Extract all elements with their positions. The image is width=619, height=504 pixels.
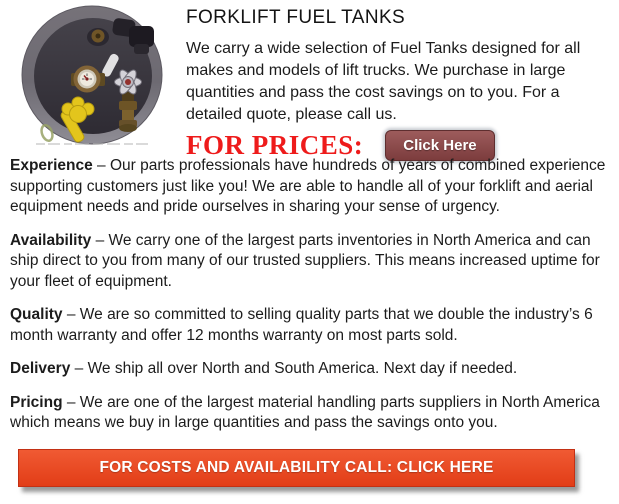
info-sections (10, 156, 611, 447)
click-here-button[interactable]: Click Here (385, 130, 494, 161)
section-label: Experience (10, 157, 93, 174)
section-pricing (10, 393, 611, 434)
for-prices-label: FOR PRICES: (186, 130, 364, 160)
section-label: Delivery (10, 360, 71, 377)
section-availability (10, 231, 611, 293)
fuel-tank-photo (14, 3, 167, 149)
tank-fill-fitting (87, 28, 109, 46)
header-block (186, 7, 616, 161)
section-text: – We are so committed to selling quality parts that we double the industry’s 6 month warranty and offer 12 months warranty on most parts sold. (10, 306, 593, 344)
section-text: – Our parts professionals have hundreds of years of combined experience supporting customers just like you! We are able to handle all of your forklift and aerial equipment needs and pride ourselves in sharing your sense of urgency. (10, 157, 606, 215)
section-label: Pricing (10, 393, 63, 411)
section-experience (10, 156, 611, 218)
fuel-tank-image (14, 3, 167, 149)
page-title: FORKLIFT FUEL TANKS (186, 7, 406, 28)
banner-label: FOR COSTS AND AVAILABILITY CALL: CLICK HERE (99, 459, 494, 476)
section-text: – We are one of the largest material handling parts suppliers in North America which means we buy in large quantities and pass the savings onto you. (10, 393, 600, 431)
section-label: Quality (10, 306, 63, 323)
intro-paragraph: We carry a wide selection of Fuel Tanks designed for all makes and models of lift trucks. We purchase in large quantities and pass the cost savings on to you. For a detailed quote, please call us. (186, 40, 581, 123)
section-text: – We carry one of the largest parts inventories in North America and can ship direct to you from many of our trusted suppliers. This means increased uptime for your fleet of equipment. (10, 231, 600, 290)
section-delivery (10, 359, 611, 380)
section-quality (10, 305, 611, 346)
costs-availability-cta-button[interactable] (18, 449, 575, 487)
section-text: – We ship all over North and South America. Next day if needed. (74, 360, 518, 377)
section-label: Availability (10, 231, 92, 249)
